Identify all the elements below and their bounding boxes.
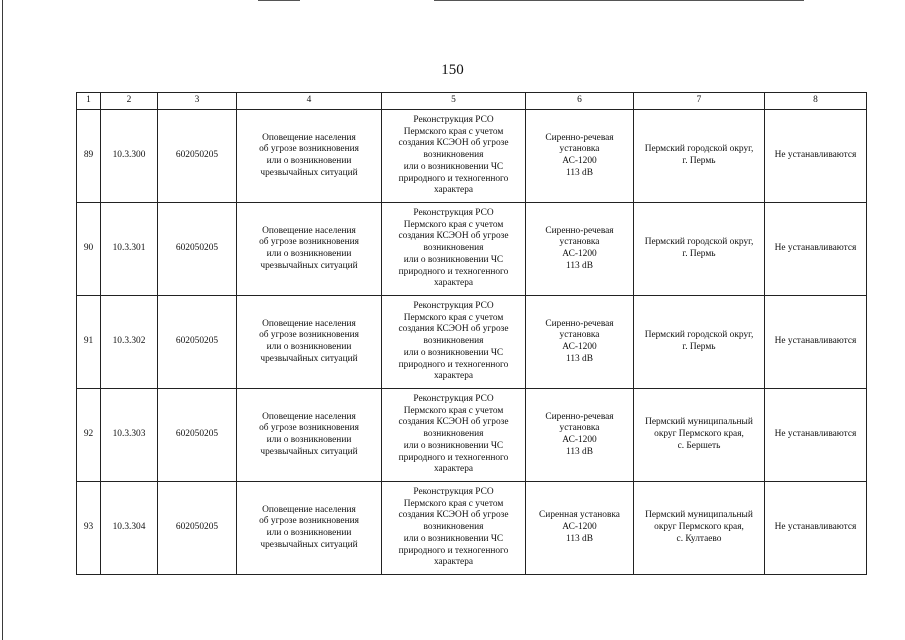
purpose-cell	[237, 203, 382, 296]
cell-line: природного и техногенного	[398, 545, 509, 556]
cell-line: Реконструкция РСО	[413, 301, 494, 312]
cell-line: Пермского края с учетом	[403, 498, 504, 509]
cell-line: создания КСЭОН об угрозе	[398, 231, 509, 242]
location-cell	[634, 389, 765, 482]
location-cell	[634, 110, 765, 203]
location-cell	[634, 203, 765, 296]
cell-line: природного и техногенного	[398, 266, 509, 277]
location-cell	[634, 482, 765, 575]
cell-line: с. Култаево	[676, 533, 722, 544]
row-number-cell: 92	[77, 389, 101, 482]
restrictions-cell: Не устанавливаются	[765, 389, 867, 482]
column-header: 4	[237, 93, 382, 110]
cell-line: Реконструкция РСО	[413, 487, 494, 498]
cell-line: 113 dB	[566, 353, 593, 364]
equipment-cell	[526, 110, 634, 203]
cell-line: Пермского края с учетом	[403, 219, 504, 230]
cell-line: АС-1200	[562, 249, 597, 259]
cell-line: округ Пермского края,	[654, 429, 744, 440]
cell-line: Сиренная установка	[539, 510, 620, 521]
cell-line: 113 dB	[566, 260, 593, 271]
cell-line: или о возникновении	[266, 342, 352, 352]
cell-line: Реконструкция РСО	[413, 115, 494, 126]
cell-line: установка	[559, 330, 600, 341]
table-row	[77, 203, 867, 296]
cell-line: установка	[559, 237, 600, 248]
code-cell: 10.3.302	[101, 296, 158, 389]
budget-code-cell: 602050205	[158, 296, 237, 389]
cell-line: Пермский муниципальный	[645, 510, 753, 521]
scan-border-top	[258, 0, 300, 1]
cell-line: возникновения	[423, 429, 484, 440]
cell-line: Пермский городской округ,	[644, 330, 754, 341]
equipment-cell	[526, 296, 634, 389]
project-cell	[382, 389, 526, 482]
cell-line: или о возникновении	[266, 156, 352, 166]
purpose-cell	[237, 482, 382, 575]
header-row	[77, 93, 867, 110]
cell-line: чрезвычайных ситуаций	[260, 167, 358, 178]
cell-line: Сиренно-речевая	[545, 225, 614, 236]
cell-line: г. Пермь	[682, 342, 716, 352]
cell-line: округ Пермского края,	[654, 522, 744, 533]
cell-line: Оповещение населения	[262, 132, 356, 143]
cell-line: возникновения	[423, 336, 484, 347]
cell-line: характера	[433, 557, 474, 568]
cell-line: или о возникновении ЧС	[403, 347, 504, 358]
column-header: 8	[765, 93, 867, 110]
cell-line: чрезвычайных ситуаций	[260, 353, 358, 364]
cell-line: природного и техногенного	[398, 359, 509, 370]
cell-line: создания КСЭОН об угрозе	[398, 510, 509, 521]
budget-code-cell: 602050205	[158, 203, 237, 296]
cell-line: Сиренно-речевая	[545, 318, 614, 329]
registry-table	[76, 92, 867, 575]
project-cell	[382, 296, 526, 389]
cell-line: Оповещение населения	[262, 504, 356, 515]
purpose-cell	[237, 110, 382, 203]
code-cell: 10.3.300	[101, 110, 158, 203]
cell-line: установка	[559, 423, 600, 434]
column-header: 2	[101, 93, 158, 110]
cell-line: Сиренно-речевая	[545, 411, 614, 422]
column-header: 3	[158, 93, 237, 110]
project-cell	[382, 203, 526, 296]
table-body	[77, 110, 867, 575]
row-number-cell: 93	[77, 482, 101, 575]
cell-line: чрезвычайных ситуаций	[260, 260, 358, 271]
column-header: 1	[77, 93, 101, 110]
budget-code-cell: 602050205	[158, 110, 237, 203]
cell-line: об угрозе возникновения	[259, 516, 359, 527]
cell-line: возникновения	[423, 243, 484, 254]
cell-line: Оповещение населения	[262, 225, 356, 236]
row-number-cell: 91	[77, 296, 101, 389]
scan-border-top	[434, 0, 804, 1]
equipment-cell	[526, 203, 634, 296]
code-cell: 10.3.303	[101, 389, 158, 482]
cell-line: или о возникновении	[266, 528, 352, 538]
cell-line: установка	[559, 144, 600, 155]
budget-code-cell: 602050205	[158, 482, 237, 575]
column-header: 6	[526, 93, 634, 110]
purpose-cell	[237, 296, 382, 389]
cell-line: об угрозе возникновения	[259, 237, 359, 248]
page-number: 150	[441, 62, 464, 78]
restrictions-cell: Не устанавливаются	[765, 482, 867, 575]
cell-line: Пермский муниципальный	[645, 417, 753, 428]
table-row	[77, 482, 867, 575]
cell-line: об угрозе возникновения	[259, 330, 359, 341]
cell-line: 113 dB	[566, 167, 593, 178]
cell-line: Реконструкция РСО	[413, 208, 494, 219]
cell-line: природного и техногенного	[398, 452, 509, 463]
location-cell	[634, 296, 765, 389]
cell-line: или о возникновении ЧС	[403, 440, 504, 451]
cell-line: АС-1200	[562, 522, 597, 533]
cell-line: Пермский городской округ,	[644, 237, 754, 248]
purpose-cell	[237, 389, 382, 482]
code-cell: 10.3.301	[101, 203, 158, 296]
cell-line: Сиренно-речевая	[545, 132, 614, 143]
cell-line: АС-1200	[562, 342, 597, 352]
cell-line: или о возникновении ЧС	[403, 161, 504, 172]
cell-line: об угрозе возникновения	[259, 144, 359, 155]
cell-line: природного и техногенного	[398, 173, 509, 184]
restrictions-cell: Не устанавливаются	[765, 296, 867, 389]
cell-line: Пермского края с учетом	[403, 405, 504, 416]
cell-line: АС-1200	[562, 156, 597, 166]
project-cell	[382, 110, 526, 203]
cell-line: 113 dB	[566, 446, 593, 457]
equipment-cell	[526, 389, 634, 482]
cell-line: или о возникновении ЧС	[403, 254, 504, 265]
row-number-cell: 89	[77, 110, 101, 203]
cell-line: характера	[433, 464, 474, 475]
cell-line: АС-1200	[562, 435, 597, 445]
cell-line: возникновения	[423, 150, 484, 161]
cell-line: Оповещение населения	[262, 411, 356, 422]
table-row	[77, 389, 867, 482]
cell-line: или о возникновении ЧС	[403, 533, 504, 544]
cell-line: об угрозе возникновения	[259, 423, 359, 434]
cell-line: Реконструкция РСО	[413, 394, 494, 405]
equipment-cell	[526, 482, 634, 575]
cell-line: 113 dB	[566, 533, 593, 544]
table-row	[77, 110, 867, 203]
column-header: 7	[634, 93, 765, 110]
cell-line: г. Пермь	[682, 156, 716, 166]
restrictions-cell: Не устанавливаются	[765, 110, 867, 203]
code-cell: 10.3.304	[101, 482, 158, 575]
cell-line: чрезвычайных ситуаций	[260, 539, 358, 550]
cell-line: создания КСЭОН об угрозе	[398, 324, 509, 335]
column-header: 5	[382, 93, 526, 110]
project-cell	[382, 482, 526, 575]
cell-line: или о возникновении	[266, 435, 352, 445]
table-row	[77, 296, 867, 389]
cell-line: чрезвычайных ситуаций	[260, 446, 358, 457]
cell-line: характера	[433, 278, 474, 289]
budget-code-cell: 602050205	[158, 389, 237, 482]
cell-line: возникновения	[423, 522, 484, 533]
scan-border-left	[2, 0, 3, 640]
cell-line: характера	[433, 371, 474, 382]
cell-line: Оповещение населения	[262, 318, 356, 329]
cell-line: создания КСЭОН об угрозе	[398, 138, 509, 149]
cell-line: или о возникновении	[266, 249, 352, 259]
restrictions-cell: Не устанавливаются	[765, 203, 867, 296]
cell-line: Пермский городской округ,	[644, 144, 754, 155]
cell-line: создания КСЭОН об угрозе	[398, 417, 509, 428]
cell-line: с. Бершеть	[677, 440, 721, 451]
cell-line: характера	[433, 185, 474, 196]
cell-line: Пермского края с учетом	[403, 312, 504, 323]
cell-line: г. Пермь	[682, 249, 716, 259]
cell-line: Пермского края с учетом	[403, 126, 504, 137]
row-number-cell: 90	[77, 203, 101, 296]
